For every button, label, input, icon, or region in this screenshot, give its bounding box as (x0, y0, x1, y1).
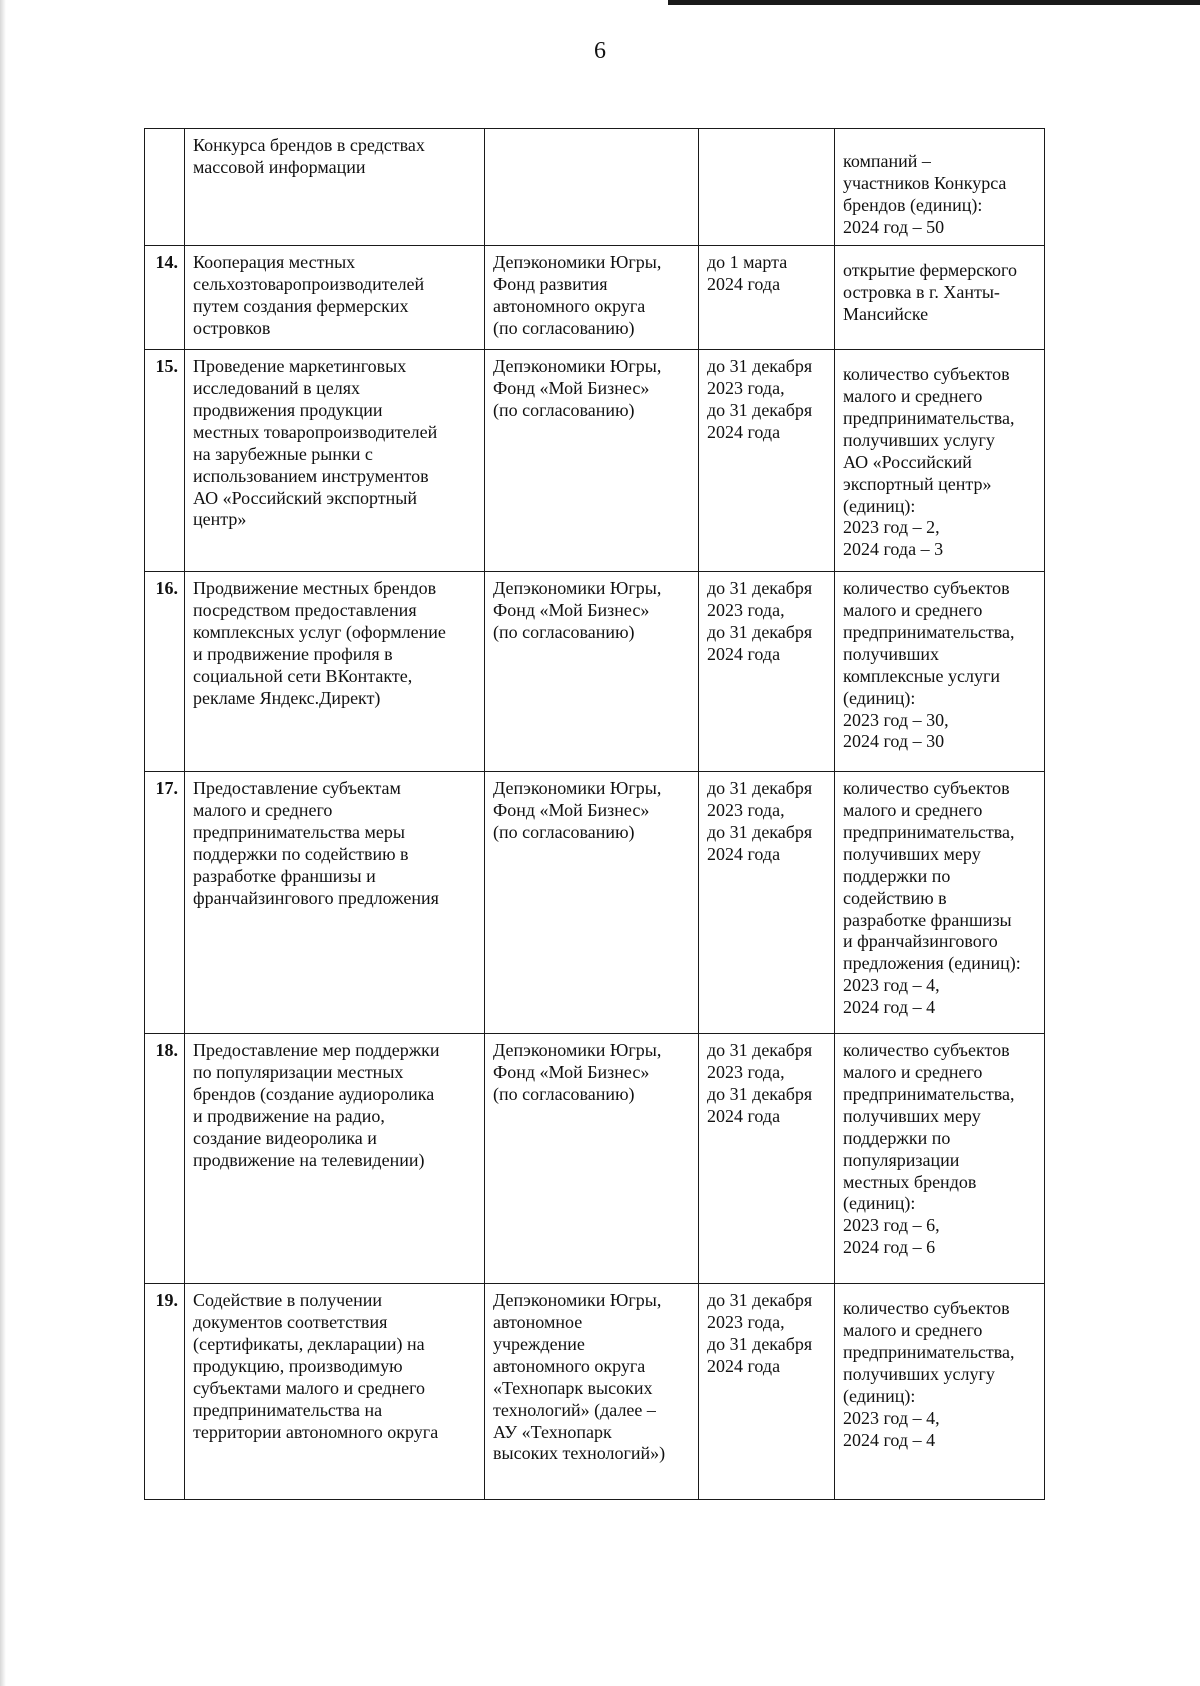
responsible-cell: Депэкономики Югры, Фонд «Мой Бизнес» (по согласованию) (485, 571, 699, 771)
responsible-cell: Депэкономики Югры, Фонд развития автономного округа (по согласованию) (485, 245, 699, 349)
activity-cell: Конкурса брендов в средствах массовой информации (185, 129, 485, 246)
row-number: 19. (145, 1283, 185, 1499)
row-number: 15. (145, 349, 185, 571)
activity-cell: Предоставление мер поддержки по популяризации местных брендов (создание аудиоролика и продвижение на радио, создание видеоролика и продвижение на телевидении) (185, 1033, 485, 1283)
responsible-cell (485, 129, 699, 246)
term-cell: до 31 декабря 2023 года, до 31 декабря 2024 года (699, 349, 835, 571)
term-cell: до 31 декабря 2023 года, до 31 декабря 2024 года (699, 571, 835, 771)
row-number: 17. (145, 771, 185, 1033)
row-number: 14. (145, 245, 185, 349)
scan-edge-shadow (0, 0, 6, 1686)
term-cell: до 31 декабря 2023 года, до 31 декабря 2024 года (699, 1283, 835, 1499)
table-row (145, 771, 1045, 1033)
row-number: 18. (145, 1033, 185, 1283)
table-row (145, 245, 1045, 349)
responsible-cell: Депэкономики Югры, Фонд «Мой Бизнес» (по согласованию) (485, 349, 699, 571)
responsible-cell: Депэкономики Югры, автономное учреждение автономного округа «Технопарк высоких технологий» (далее – АУ «Технопарк высоких технологий») (485, 1283, 699, 1499)
activity-cell: Проведение маркетинговых исследований в целях продвижения продукции местных товаропроизводителей на зарубежные рынки с использованием инструментов АО «Российский экспортный центр» (185, 349, 485, 571)
measures-table (144, 128, 1045, 1500)
term-cell: до 1 марта 2024 года (699, 245, 835, 349)
table-row (145, 1283, 1045, 1499)
indicator-cell: количество субъектов малого и среднего предпринимательства, получивших услугу АО «Российский экспортный центр» (единиц): 2023 год – 2, 2024 года – 3 (835, 349, 1045, 571)
activity-cell: Содействие в получении документов соответствия (сертификаты, декларации) на продукцию, производимую субъектами малого и среднего предпринимательства на территории автономного округа (185, 1283, 485, 1499)
term-cell (699, 129, 835, 246)
table-row (145, 571, 1045, 771)
term-cell: до 31 декабря 2023 года, до 31 декабря 2024 года (699, 1033, 835, 1283)
responsible-cell: Депэкономики Югры, Фонд «Мой Бизнес» (по согласованию) (485, 771, 699, 1033)
indicator-cell: количество субъектов малого и среднего предпринимательства, получивших меру поддержки по популяризации местных брендов (единиц): 2023 год – 6, 2024 год – 6 (835, 1033, 1045, 1283)
indicator-cell: открытие фермерского островка в г. Ханты- Мансийске (835, 245, 1045, 349)
indicator-cell: количество субъектов малого и среднего предпринимательства, получивших комплексные услуги (единиц): 2023 год – 30, 2024 год – 30 (835, 571, 1045, 771)
page-number: 6 (594, 38, 606, 64)
table-row (145, 1033, 1045, 1283)
top-rule-line (668, 0, 1200, 5)
indicator-cell: количество субъектов малого и среднего предпринимательства, получивших меру поддержки по содействию в разработке франшизы и франчайзингового предложения (единиц): 2023 год – 4, 2024 год – 4 (835, 771, 1045, 1033)
row-number (145, 129, 185, 246)
indicator-cell: компаний – участников Конкурса брендов (единиц): 2024 год – 50 (835, 129, 1045, 246)
row-number: 16. (145, 571, 185, 771)
table-row (145, 129, 1045, 246)
indicator-cell: количество субъектов малого и среднего предпринимательства, получивших услугу (единиц): 2023 год – 4, 2024 год – 4 (835, 1283, 1045, 1499)
activity-cell: Продвижение местных брендов посредством предоставления комплексных услуг (оформление и продвижение профиля в социальной сети ВКонтакте, рекламе Яндекс.Директ) (185, 571, 485, 771)
term-cell: до 31 декабря 2023 года, до 31 декабря 2024 года (699, 771, 835, 1033)
activity-cell: Кооперация местных сельхозтоваропроизводителей путем создания фермерских островков (185, 245, 485, 349)
responsible-cell: Депэкономики Югры, Фонд «Мой Бизнес» (по согласованию) (485, 1033, 699, 1283)
activity-cell: Предоставление субъектам малого и среднего предпринимательства меры поддержки по содействию в разработке франшизы и франчайзингового предложения (185, 771, 485, 1033)
table-row (145, 349, 1045, 571)
